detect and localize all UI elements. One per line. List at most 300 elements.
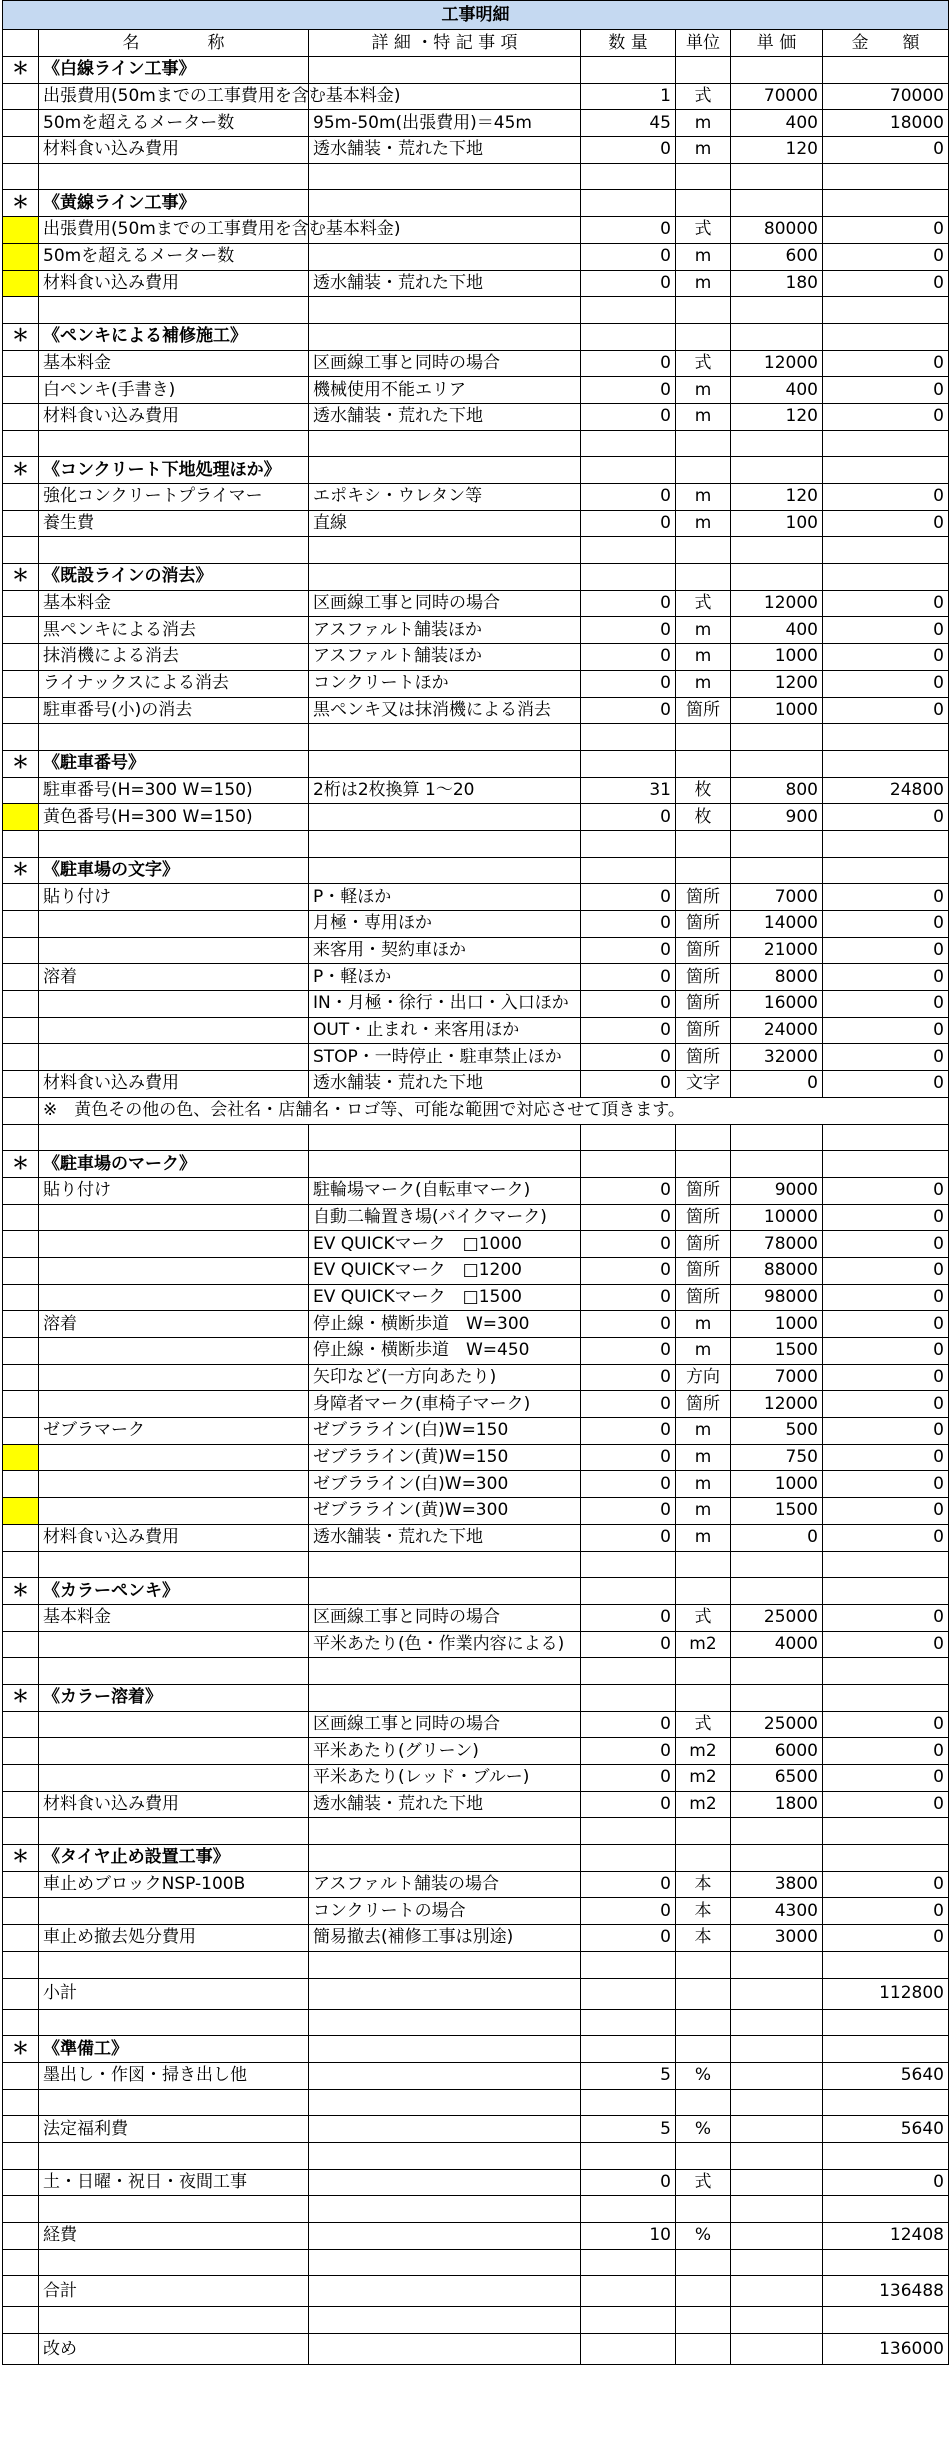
empty-cell (581, 323, 676, 350)
table-row (3, 1738, 949, 1765)
empty-cell (309, 1845, 581, 1872)
item-price: 0 (731, 1071, 823, 1098)
blank-row (3, 2307, 949, 2334)
empty-cell (823, 1124, 949, 1151)
item-unit: m2 (676, 1738, 731, 1765)
empty-cell (3, 163, 39, 190)
header-mark (3, 30, 39, 57)
row-marker (3, 1338, 39, 1365)
item-detail: コンクリートの場合 (309, 1898, 581, 1925)
item-price: 80000 (731, 217, 823, 244)
empty-cell (3, 724, 39, 751)
empty-cell (823, 1951, 949, 1978)
item-qty: 0 (581, 1364, 676, 1391)
empty-cell (823, 2036, 949, 2063)
item-qty: 0 (581, 1765, 676, 1792)
section-label: 《コンクリート下地処理ほか》 (39, 457, 309, 484)
item-amount: 0 (823, 991, 949, 1018)
empty-cell (581, 2009, 676, 2036)
item-name: 材料食い込み費用 (39, 403, 309, 430)
empty-cell (823, 297, 949, 324)
row-marker (3, 1978, 39, 2009)
table-row (3, 911, 949, 938)
blank-row (3, 430, 949, 457)
table-row (3, 1871, 949, 1898)
item-detail: 自動二輪置き場(バイクマーク) (309, 1204, 581, 1231)
row-marker (3, 510, 39, 537)
item-qty: 0 (581, 670, 676, 697)
section-label: 《黄線ライン工事》 (39, 190, 309, 217)
item-amount: 0 (823, 1791, 949, 1818)
item-amount: 0 (823, 1177, 949, 1204)
empty-cell (309, 1818, 581, 1845)
empty-cell (823, 1845, 949, 1872)
item-amount: 0 (823, 1471, 949, 1498)
item-name (39, 1257, 309, 1284)
empty-cell (581, 1684, 676, 1711)
item-amount: 5640 (823, 2062, 949, 2089)
item-detail: 簡易撤去(補修工事は別途) (309, 1925, 581, 1952)
table-row (3, 1524, 949, 1551)
empty-cell (3, 430, 39, 457)
section-label: 《既設ラインの消去》 (39, 564, 309, 591)
section-label: 《カラー溶着》 (39, 1684, 309, 1711)
item-name: 強化コンクリートプライマー (39, 484, 309, 511)
item-name: 溶着 (39, 1311, 309, 1338)
item-qty: 0 (581, 270, 676, 297)
item-name: 出張費用(50mまでの工事費用を含む基本料金) (39, 83, 309, 110)
empty-cell (676, 2142, 731, 2169)
item-unit: % (676, 2116, 731, 2143)
item-qty: 0 (581, 377, 676, 404)
item-qty: 0 (581, 1711, 676, 1738)
item-price: 500 (731, 1418, 823, 1445)
item-name (39, 1498, 309, 1525)
item-detail: 来客用・契約車ほか (309, 937, 581, 964)
empty-cell (39, 163, 309, 190)
empty-cell (731, 537, 823, 564)
item-amount: 0 (823, 243, 949, 270)
row-marker (3, 1604, 39, 1631)
empty-cell (823, 2196, 949, 2223)
table-row (3, 1765, 949, 1792)
item-unit: 式 (676, 1604, 731, 1631)
empty-cell (823, 430, 949, 457)
item-unit: 箇所 (676, 1044, 731, 1071)
item-amount: 0 (823, 217, 949, 244)
row-marker (3, 1097, 39, 1124)
empty-cell (309, 323, 581, 350)
item-unit: m (676, 1311, 731, 1338)
item-amount: 0 (823, 1231, 949, 1258)
empty-cell (581, 1658, 676, 1685)
item-amount: 0 (823, 1498, 949, 1525)
empty-cell (823, 163, 949, 190)
empty-cell (823, 323, 949, 350)
item-amount: 0 (823, 1044, 949, 1071)
table-row (3, 991, 949, 1018)
item-qty: 0 (581, 1898, 676, 1925)
empty-cell (676, 190, 731, 217)
empty-cell (39, 430, 309, 457)
row-marker (3, 670, 39, 697)
item-price: 12000 (731, 350, 823, 377)
item-qty: 0 (581, 1604, 676, 1631)
item-unit: 箇所 (676, 1257, 731, 1284)
item-unit: % (676, 2223, 731, 2250)
item-amount: 5640 (823, 2116, 949, 2143)
row-marker (3, 1364, 39, 1391)
table-row (3, 350, 949, 377)
yellow-marker (3, 270, 39, 297)
item-amount: 0 (823, 510, 949, 537)
item-amount: 0 (823, 1071, 949, 1098)
item-qty: 0 (581, 1925, 676, 1952)
empty-cell (823, 1684, 949, 1711)
item-qty: 5 (581, 2116, 676, 2143)
empty-cell (676, 2036, 731, 2063)
empty-cell (309, 2276, 581, 2307)
item-qty: 0 (581, 937, 676, 964)
empty-cell (731, 430, 823, 457)
table-row (3, 510, 949, 537)
item-name (39, 1444, 309, 1471)
table-row (3, 2062, 949, 2089)
row-marker (3, 1711, 39, 1738)
empty-cell (676, 857, 731, 884)
row-marker (3, 777, 39, 804)
item-detail: STOP・一時停止・駐車禁止ほか (309, 1044, 581, 1071)
table-row (3, 964, 949, 991)
item-detail: エポキシ・ウレタン等 (309, 484, 581, 511)
empty-cell (676, 2009, 731, 2036)
item-unit: 箇所 (676, 1284, 731, 1311)
empty-cell (3, 1658, 39, 1685)
item-price: 98000 (731, 1284, 823, 1311)
empty-cell (823, 537, 949, 564)
table-row (3, 270, 949, 297)
item-price: 1500 (731, 1498, 823, 1525)
empty-cell (676, 2196, 731, 2223)
item-name: 材料食い込み費用 (39, 1524, 309, 1551)
item-unit: m (676, 670, 731, 697)
item-unit: 式 (676, 83, 731, 110)
empty-cell (39, 1818, 309, 1845)
row-marker (3, 2276, 39, 2307)
empty-cell (676, 2249, 731, 2276)
row-marker (3, 2334, 39, 2365)
empty-cell (823, 190, 949, 217)
empty-cell (676, 1818, 731, 1845)
item-qty: 0 (581, 137, 676, 164)
item-amount: 0 (823, 1738, 949, 1765)
item-name: 経費 (39, 2223, 309, 2250)
item-price: 12000 (731, 1391, 823, 1418)
section-mark: ＊ (3, 564, 39, 591)
table-row (3, 1017, 949, 1044)
item-amount: 0 (823, 884, 949, 911)
empty-cell (731, 2307, 823, 2334)
row-marker (3, 617, 39, 644)
item-name: 材料食い込み費用 (39, 1071, 309, 1098)
section-row (3, 1684, 949, 1711)
empty-cell (39, 297, 309, 324)
empty-cell (581, 750, 676, 777)
item-detail: アスファルト舗装ほか (309, 617, 581, 644)
empty-cell (309, 297, 581, 324)
item-amount: 0 (823, 1925, 949, 1952)
empty-cell (823, 564, 949, 591)
item-amount: 0 (823, 1364, 949, 1391)
section-row (3, 1578, 949, 1605)
item-amount: 0 (823, 403, 949, 430)
item-detail: 透水舗装・荒れた下地 (309, 1071, 581, 1098)
empty-cell (731, 2276, 823, 2307)
section-label: 《駐車場のマーク》 (39, 1151, 309, 1178)
item-qty: 0 (581, 1257, 676, 1284)
item-amount: 70000 (823, 83, 949, 110)
item-unit: 式 (676, 590, 731, 617)
row-marker (3, 2169, 39, 2196)
item-name: 溶着 (39, 964, 309, 991)
item-detail (309, 2223, 581, 2250)
note-text: ※ 黄色その他の色、会社名・店舗名・ロゴ等、可能な範囲で対応させて頂きます。 (39, 1097, 949, 1124)
item-unit: 枚 (676, 804, 731, 831)
table-row (3, 670, 949, 697)
item-unit: m (676, 1498, 731, 1525)
header-name: 名 称 (39, 30, 309, 57)
item-qty: 0 (581, 1444, 676, 1471)
item-detail: 透水舗装・荒れた下地 (309, 1791, 581, 1818)
empty-cell (309, 857, 581, 884)
item-amount: 0 (823, 1017, 949, 1044)
empty-cell (3, 2089, 39, 2116)
empty-cell (676, 1684, 731, 1711)
item-detail: 身障者マーク(車椅子マーク) (309, 1391, 581, 1418)
empty-cell (731, 750, 823, 777)
item-price: 7000 (731, 884, 823, 911)
empty-cell (731, 1951, 823, 1978)
empty-cell (676, 537, 731, 564)
item-amount: 0 (823, 1631, 949, 1658)
total-row (3, 2276, 949, 2307)
empty-cell (581, 564, 676, 591)
item-name: 材料食い込み費用 (39, 270, 309, 297)
item-amount: 0 (823, 1711, 949, 1738)
empty-cell (676, 1578, 731, 1605)
item-detail: 透水舗装・荒れた下地 (309, 270, 581, 297)
empty-cell (581, 190, 676, 217)
item-qty: 0 (581, 403, 676, 430)
item-amount: 0 (823, 1898, 949, 1925)
table-row (3, 1364, 949, 1391)
item-unit: 式 (676, 217, 731, 244)
item-unit: m (676, 377, 731, 404)
section-row (3, 564, 949, 591)
yellow-marker (3, 1498, 39, 1525)
empty-cell (823, 1551, 949, 1578)
item-price: 14000 (731, 911, 823, 938)
item-unit: m (676, 484, 731, 511)
yellow-marker (3, 804, 39, 831)
page-title: 工事明細 (3, 1, 949, 30)
item-price: 16000 (731, 991, 823, 1018)
total-amount: 112800 (823, 1978, 949, 2009)
item-amount: 0 (823, 911, 949, 938)
section-label: 《駐車場の文字》 (39, 857, 309, 884)
empty-cell (731, 1658, 823, 1685)
header-price: 単 価 (731, 30, 823, 57)
item-unit: 箇所 (676, 1017, 731, 1044)
table-row (3, 1311, 949, 1338)
empty-cell (676, 323, 731, 350)
item-qty: 0 (581, 617, 676, 644)
item-price: 120 (731, 137, 823, 164)
empty-cell (676, 57, 731, 84)
empty-cell (676, 1978, 731, 2009)
section-label: 《ペンキによる補修施工》 (39, 323, 309, 350)
header-unit: 単位 (676, 30, 731, 57)
empty-cell (823, 2249, 949, 2276)
item-price (731, 2116, 823, 2143)
item-detail (309, 243, 581, 270)
item-qty: 45 (581, 110, 676, 137)
row-marker (3, 937, 39, 964)
blank-row (3, 2089, 949, 2116)
item-detail (309, 2116, 581, 2143)
blank-row (3, 830, 949, 857)
table-row (3, 110, 949, 137)
item-name: 抹消機による消去 (39, 644, 309, 671)
header-detail: 詳 細 ・特 記 事 項 (309, 30, 581, 57)
empty-cell (581, 297, 676, 324)
section-row (3, 857, 949, 884)
item-name (39, 1391, 309, 1418)
empty-cell (581, 1845, 676, 1872)
empty-cell (3, 1551, 39, 1578)
item-price: 800 (731, 777, 823, 804)
item-qty: 0 (581, 1311, 676, 1338)
item-amount: 0 (823, 1765, 949, 1792)
item-unit: 箇所 (676, 964, 731, 991)
section-mark: ＊ (3, 750, 39, 777)
row-marker (3, 644, 39, 671)
table-row (3, 1204, 949, 1231)
blank-row (3, 724, 949, 751)
empty-cell (39, 2142, 309, 2169)
empty-cell (39, 537, 309, 564)
item-name: 50mを超えるメーター数 (39, 110, 309, 137)
empty-cell (309, 163, 581, 190)
item-price: 1800 (731, 1791, 823, 1818)
item-qty: 0 (581, 884, 676, 911)
section-mark: ＊ (3, 1578, 39, 1605)
item-qty: 0 (581, 1284, 676, 1311)
item-qty: 0 (581, 1418, 676, 1445)
empty-cell (3, 1124, 39, 1151)
item-amount: 0 (823, 377, 949, 404)
empty-cell (823, 1818, 949, 1845)
empty-cell (731, 163, 823, 190)
row-marker (3, 1284, 39, 1311)
empty-cell (581, 2196, 676, 2223)
item-qty: 0 (581, 217, 676, 244)
blank-row (3, 1818, 949, 1845)
item-price: 10000 (731, 1204, 823, 1231)
empty-cell (676, 750, 731, 777)
item-name: 貼り付け (39, 884, 309, 911)
item-unit: 箇所 (676, 1177, 731, 1204)
item-qty: 10 (581, 2223, 676, 2250)
item-qty: 0 (581, 964, 676, 991)
item-name: 法定福利費 (39, 2116, 309, 2143)
item-amount: 0 (823, 1338, 949, 1365)
item-amount: 0 (823, 1311, 949, 1338)
item-name: 基本料金 (39, 1604, 309, 1631)
item-unit: m2 (676, 1631, 731, 1658)
empty-cell (581, 1818, 676, 1845)
row-marker (3, 1071, 39, 1098)
empty-cell (39, 1124, 309, 1151)
item-price: 12000 (731, 590, 823, 617)
empty-cell (309, 1658, 581, 1685)
item-amount: 0 (823, 1257, 949, 1284)
item-price: 7000 (731, 1364, 823, 1391)
item-unit: 箇所 (676, 1204, 731, 1231)
item-price: 6500 (731, 1765, 823, 1792)
empty-cell (581, 537, 676, 564)
item-qty: 0 (581, 1017, 676, 1044)
item-unit: 枚 (676, 777, 731, 804)
table-row (3, 137, 949, 164)
item-name: 車止め撤去処分費用 (39, 1925, 309, 1952)
row-marker (3, 1871, 39, 1898)
table-row (3, 804, 949, 831)
item-name: 墨出し・作図・掃き出し他 (39, 2062, 309, 2089)
table-row (3, 484, 949, 511)
table-row (3, 217, 949, 244)
item-price: 6000 (731, 1738, 823, 1765)
item-amount: 0 (823, 484, 949, 511)
total-amount: 136000 (823, 2334, 949, 2365)
item-name (39, 1738, 309, 1765)
empty-cell (731, 724, 823, 751)
item-price: 120 (731, 484, 823, 511)
row-marker (3, 83, 39, 110)
empty-cell (309, 2196, 581, 2223)
item-price: 1000 (731, 1471, 823, 1498)
section-row (3, 323, 949, 350)
item-detail: 区画線工事と同時の場合 (309, 1711, 581, 1738)
empty-cell (309, 1578, 581, 1605)
table-row (3, 1444, 949, 1471)
item-amount: 24800 (823, 777, 949, 804)
row-marker (3, 1738, 39, 1765)
item-name (39, 1204, 309, 1231)
total-row (3, 1978, 949, 2009)
empty-cell (676, 1845, 731, 1872)
empty-cell (581, 2307, 676, 2334)
item-unit: 本 (676, 1925, 731, 1952)
item-unit: m2 (676, 1765, 731, 1792)
empty-cell (676, 1951, 731, 1978)
item-detail: コンクリートほか (309, 670, 581, 697)
row-marker (3, 1017, 39, 1044)
item-detail: IN・月極・徐行・出口・入口ほか (309, 991, 581, 1018)
item-detail: 平米あたり(色・作業内容による) (309, 1631, 581, 1658)
item-detail: ゼブラライン(白)W=150 (309, 1418, 581, 1445)
item-name: 白ペンキ(手書き) (39, 377, 309, 404)
